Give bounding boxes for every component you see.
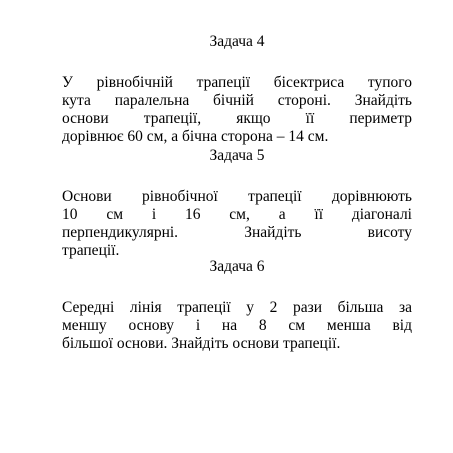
task-5-body [62,188,412,260]
task-4-body [62,74,412,146]
task-5-line: Основи рівнобічної трапеції дорівнюють [62,188,412,205]
task-6-line: Середні лінія трапеції у 2 рази більша за [62,299,412,316]
task-5-title: Задача 5 [209,147,265,164]
task-4-line: дорівнює 60 см, а бічна сторона – 14 см. [62,128,329,145]
task-4-line: основи трапеції, якщо її периметр [62,110,412,127]
task-5-line: 10 см і 16 см, а її діагоналі [62,206,412,223]
task-5-line: перпендикулярні. Знайдіть висоту [62,224,412,241]
task-4-line: кута паралельна бічній стороні. Знайдіть [62,92,412,109]
task-4 [62,33,412,146]
task-6-body [62,299,412,353]
task-6-line: меншу основу і на 8 см менша від [62,317,412,334]
task-6 [62,258,412,353]
task-5-line: трапеції. [62,242,120,259]
task-5 [62,147,412,260]
task-4-line: У рівнобічній трапеції бісектриса тупого [62,74,412,91]
task-6-line: більшої основи. Знайдіть основи трапеції. [62,335,341,352]
task-4-title: Задача 4 [209,33,265,50]
task-6-title: Задача 6 [209,258,265,275]
